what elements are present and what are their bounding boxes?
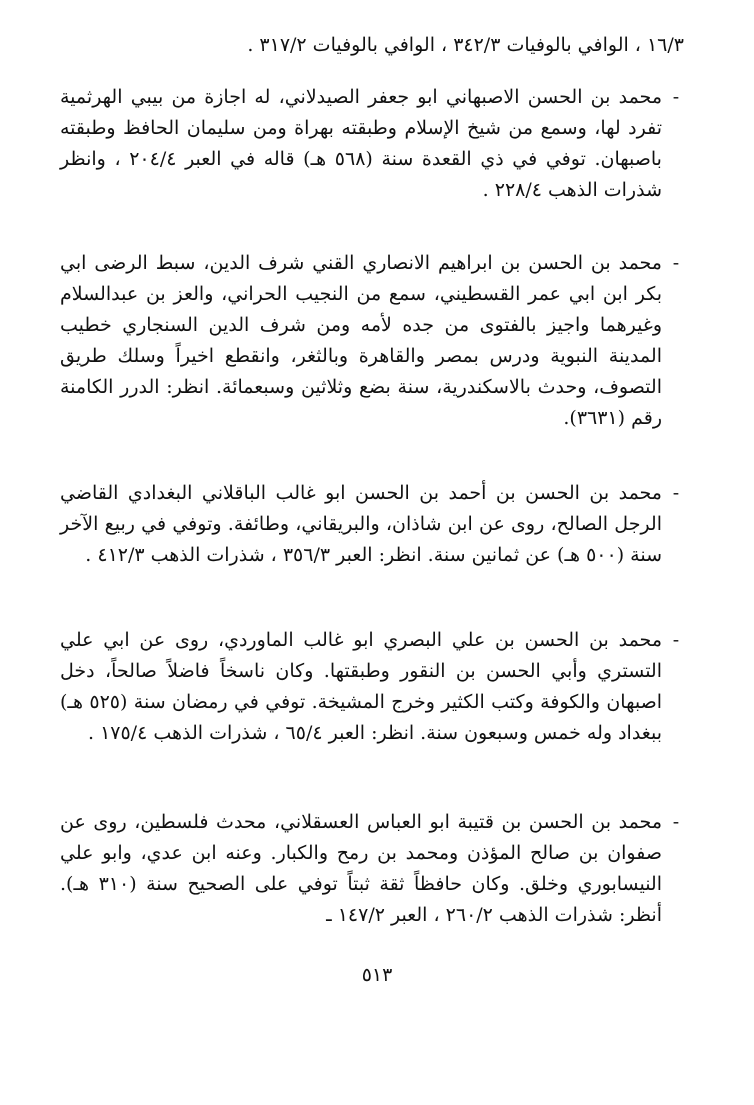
entry-text: محمد بن الحسن الاصبهاني ابو جعفر الصيدلاني، له اجازة من بيبي الهرثمية تفرد لها، وسمع من شيخ الإسلام وطبقته بهراة ومن سليمان الحافظ وطبقته باصبهان. توفي في ذي القعدة سنة (٥٦٨ هـ) قاله في العبر ٢٠٤/٤ ، وانظر شذرات الذهب ٢٢٨/٤ .: [60, 86, 662, 201]
entry-dash: -: [672, 252, 680, 274]
entry-dash: -: [672, 86, 680, 108]
entry-text: محمد بن الحسن بن قتيبة ابو العباس العسقلاني، محدث فلسطين، روى عن صفوان بن صالح المؤذن ومحمد بن رمح والكبار. وعنه ابن عدي، وابو علي النيسابوري وخلق. وكان حافظاً ثقة ثبتاً توفي على الصحيح سنة (٣١٠ هـ). أنظر: شذرات الذهب ٢٦٠/٢ ، العبر ١٤٧/٢ ـ: [60, 811, 663, 926]
biography-entry: [60, 248, 684, 434]
entry-text: محمد بن الحسن بن ابراهيم الانصاري القني شرف الدين، سبط الرضى ابي بكر ابن ابي عمر القسطيني، سمع من النجيب الحراني، والعز بن عبدالسلام وغيرهما واجيز بالفتوى من جده لأمه ومن شرف الدين السنجاري خطيب المدينة النبوية ودرس بمصر والقاهرة وبالثغر، وانقطع اخيراً وسلك طريق التصوف، وحدث بالاسكندرية، سنة بضع وثلاثين وسبعمائة. انظر: الدرر الكامنة رقم (٣٦٣١).: [60, 252, 662, 429]
entry-text: محمد بن الحسن بن أحمد بن الحسن ابو غالب الباقلاني البغدادي القاضي الرجل الصالح، روى عن ابن شاذان، والبريقاني، وطائفة. وتوفي في ربيع الآخر سنة (٥٠٠ هـ) عن ثمانين سنة. انظر: العبر ٣٥٦/٣ ، شذرات الذهب ٤١٢/٣ .: [60, 482, 662, 566]
page-number: ٥١٣: [361, 964, 393, 986]
entry-dash: -: [672, 629, 680, 651]
biography-entry: [60, 478, 684, 571]
biography-entry: [60, 82, 684, 206]
biography-entry: [60, 807, 684, 931]
entry-dash: -: [672, 811, 680, 833]
intro-paragraph: ١٦/٣ ، الوافي بالوفيات ٣٤٢/٣ ، الوافي بالوفيات ٣١٧/٢ .: [247, 34, 684, 56]
entry-dash: -: [672, 482, 680, 504]
entry-text: محمد بن الحسن بن علي البصري ابو غالب الماوردي، روى عن ابي علي التستري وأبي الحسن بن النقور وطبقتها. وكان ناسخاً فاضلاً صالحاً، دخل اصبهان والكوفة وكتب الكثير وخرج المشيخة. توفي في رمضان سنة (٥٢٥ هـ) ببغداد وله خمس وسبعون سنة. انظر: العبر ٦٥/٤ ، شذرات الذهب ١٧٥/٤ .: [60, 629, 662, 744]
biography-entry: [60, 625, 684, 749]
